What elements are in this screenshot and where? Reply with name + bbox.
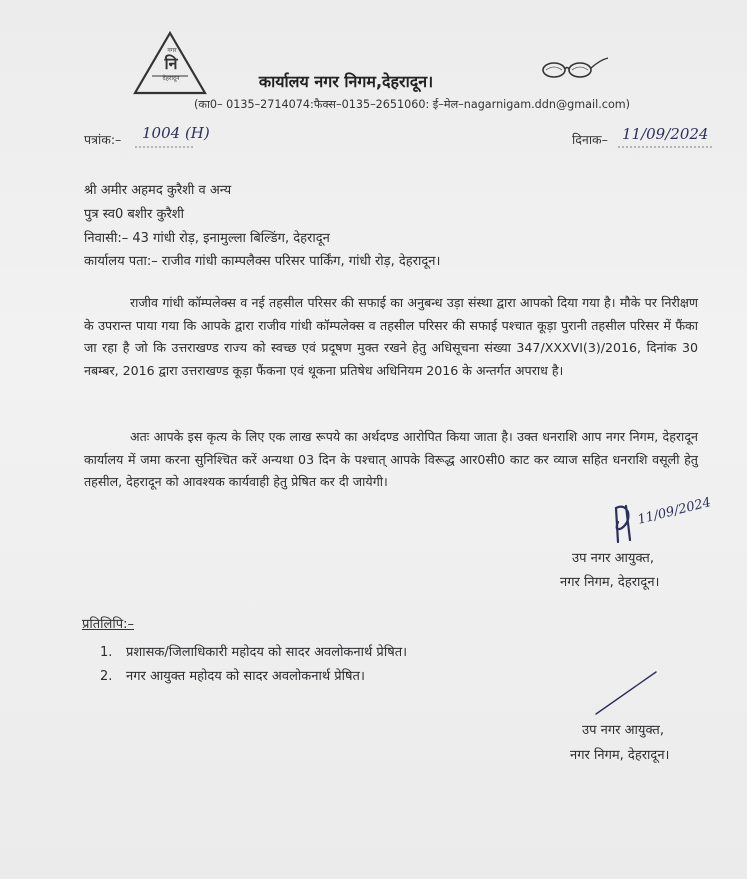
dinank-underline <box>618 146 718 150</box>
body-paragraph-2: अतः आपके इस कृत्य के लिए एक लाख रूपये का अर्थदण्ड आरोपित किया जाता है। उक्त धनराशि आप नगर निगम, देहरादून कार्यालय में जमा करना सुनिश्चित करें अन्यथा 03 दिन के पश्चात् आपके विरूद्ध आर0सी0 काट कर व्याज सहित धनराशि वसूली हेतु तहसील, देहरादून को आवश्यक कार्यवाही हेतु प्रेषित कर दी जायेगी। <box>84 429 698 490</box>
logo-bottom-text: देहरादून <box>162 75 180 82</box>
body-paragraph-1: राजीव गांधी कॉम्पलेक्स व नई तहसील परिसर की सफाई का अनुबन्ध उड़ा संस्था द्वारा आपको दिया गया है। मौके पर निरीक्षण के उपरान्त पाया गया कि आपके द्वारा राजीव गांधी कॉम्पलेक्स व तहसील परिसर की सफाई पश्चात कूड़ा पुरानी तहसील परिसर में फैंका जा रहा है जो कि उत्तराखण्ड राज्य को स्वच्छ एवं प्रदूषण मुक्त रखने हेतु अधिसूचना संख्या 347/XXXVI(3)/2016, दिनांक 30 नबम्बर, 2016 द्वारा उत्तराखण्ड कूड़ा फैंकना एवं थूकना प्रतिषेध अधिनियम 2016 के अन्तर्गत अपराध है। <box>84 295 698 378</box>
recipient-parent: पुत्र स्व0 बशीर कुरैशी <box>84 207 184 222</box>
dinank-value: 11/09/2024 <box>622 125 709 143</box>
contact-details: (का0– 0135–2714074:फैक्स–0135–2651060: ई–मेल–nagarnigam.ddn@gmail.com) <box>194 98 631 111</box>
copy-item-1-text: प्रशासक/जिलाधिकारी महोदय को सादर अवलोकनार्थ प्रेषित। <box>126 645 408 660</box>
signature-1-designation: उप नगर आयुक्त, <box>572 551 654 566</box>
copy-item-1-number: 1. <box>100 645 113 660</box>
recipient-residence: निवासी:– 43 गांधी रोड़, इनामुल्ला बिल्डिंग, देहरादून <box>84 231 330 246</box>
signature-1-date: 11/09/2024 <box>636 495 713 528</box>
patrank-label: पत्रांक:– <box>84 132 122 147</box>
copy-label: प्रतिलिपि:– <box>82 617 134 632</box>
logo-top-text: नगर <box>167 47 177 54</box>
signature-2-office: नगर निगम, देहरादून। <box>570 748 670 763</box>
office-title: कार्यालय नगर निगम,देहरादून। <box>258 72 434 91</box>
copy-item-2-text: नगर आयुक्त महोदय को सादर अवलोकनार्थ प्रेषित। <box>126 669 365 684</box>
dinank-label: दिनाक– <box>572 132 608 147</box>
recipient-name: श्री अमीर अहमद कुरैशी व अन्य <box>84 183 232 198</box>
copy-item-2-number: 2. <box>100 669 113 684</box>
patrank-value: 1004 (H) <box>142 124 210 142</box>
signature-2-designation: उप नगर आयुक्त, <box>582 723 664 738</box>
handwritten-signature-2 <box>594 668 660 716</box>
signature-1-office: नगर निगम, देहरादून। <box>560 575 660 590</box>
copy-item-1 <box>100 642 407 660</box>
logo-letter: नि <box>164 54 178 73</box>
copy-item-2 <box>100 666 365 684</box>
patrank-underline <box>135 146 197 150</box>
recipient-office-address: कार्यालय पता:– राजीव गांधी काम्पलैक्स परिसर पार्किंग, गांधी रोड़, देहरादून। <box>84 254 441 269</box>
